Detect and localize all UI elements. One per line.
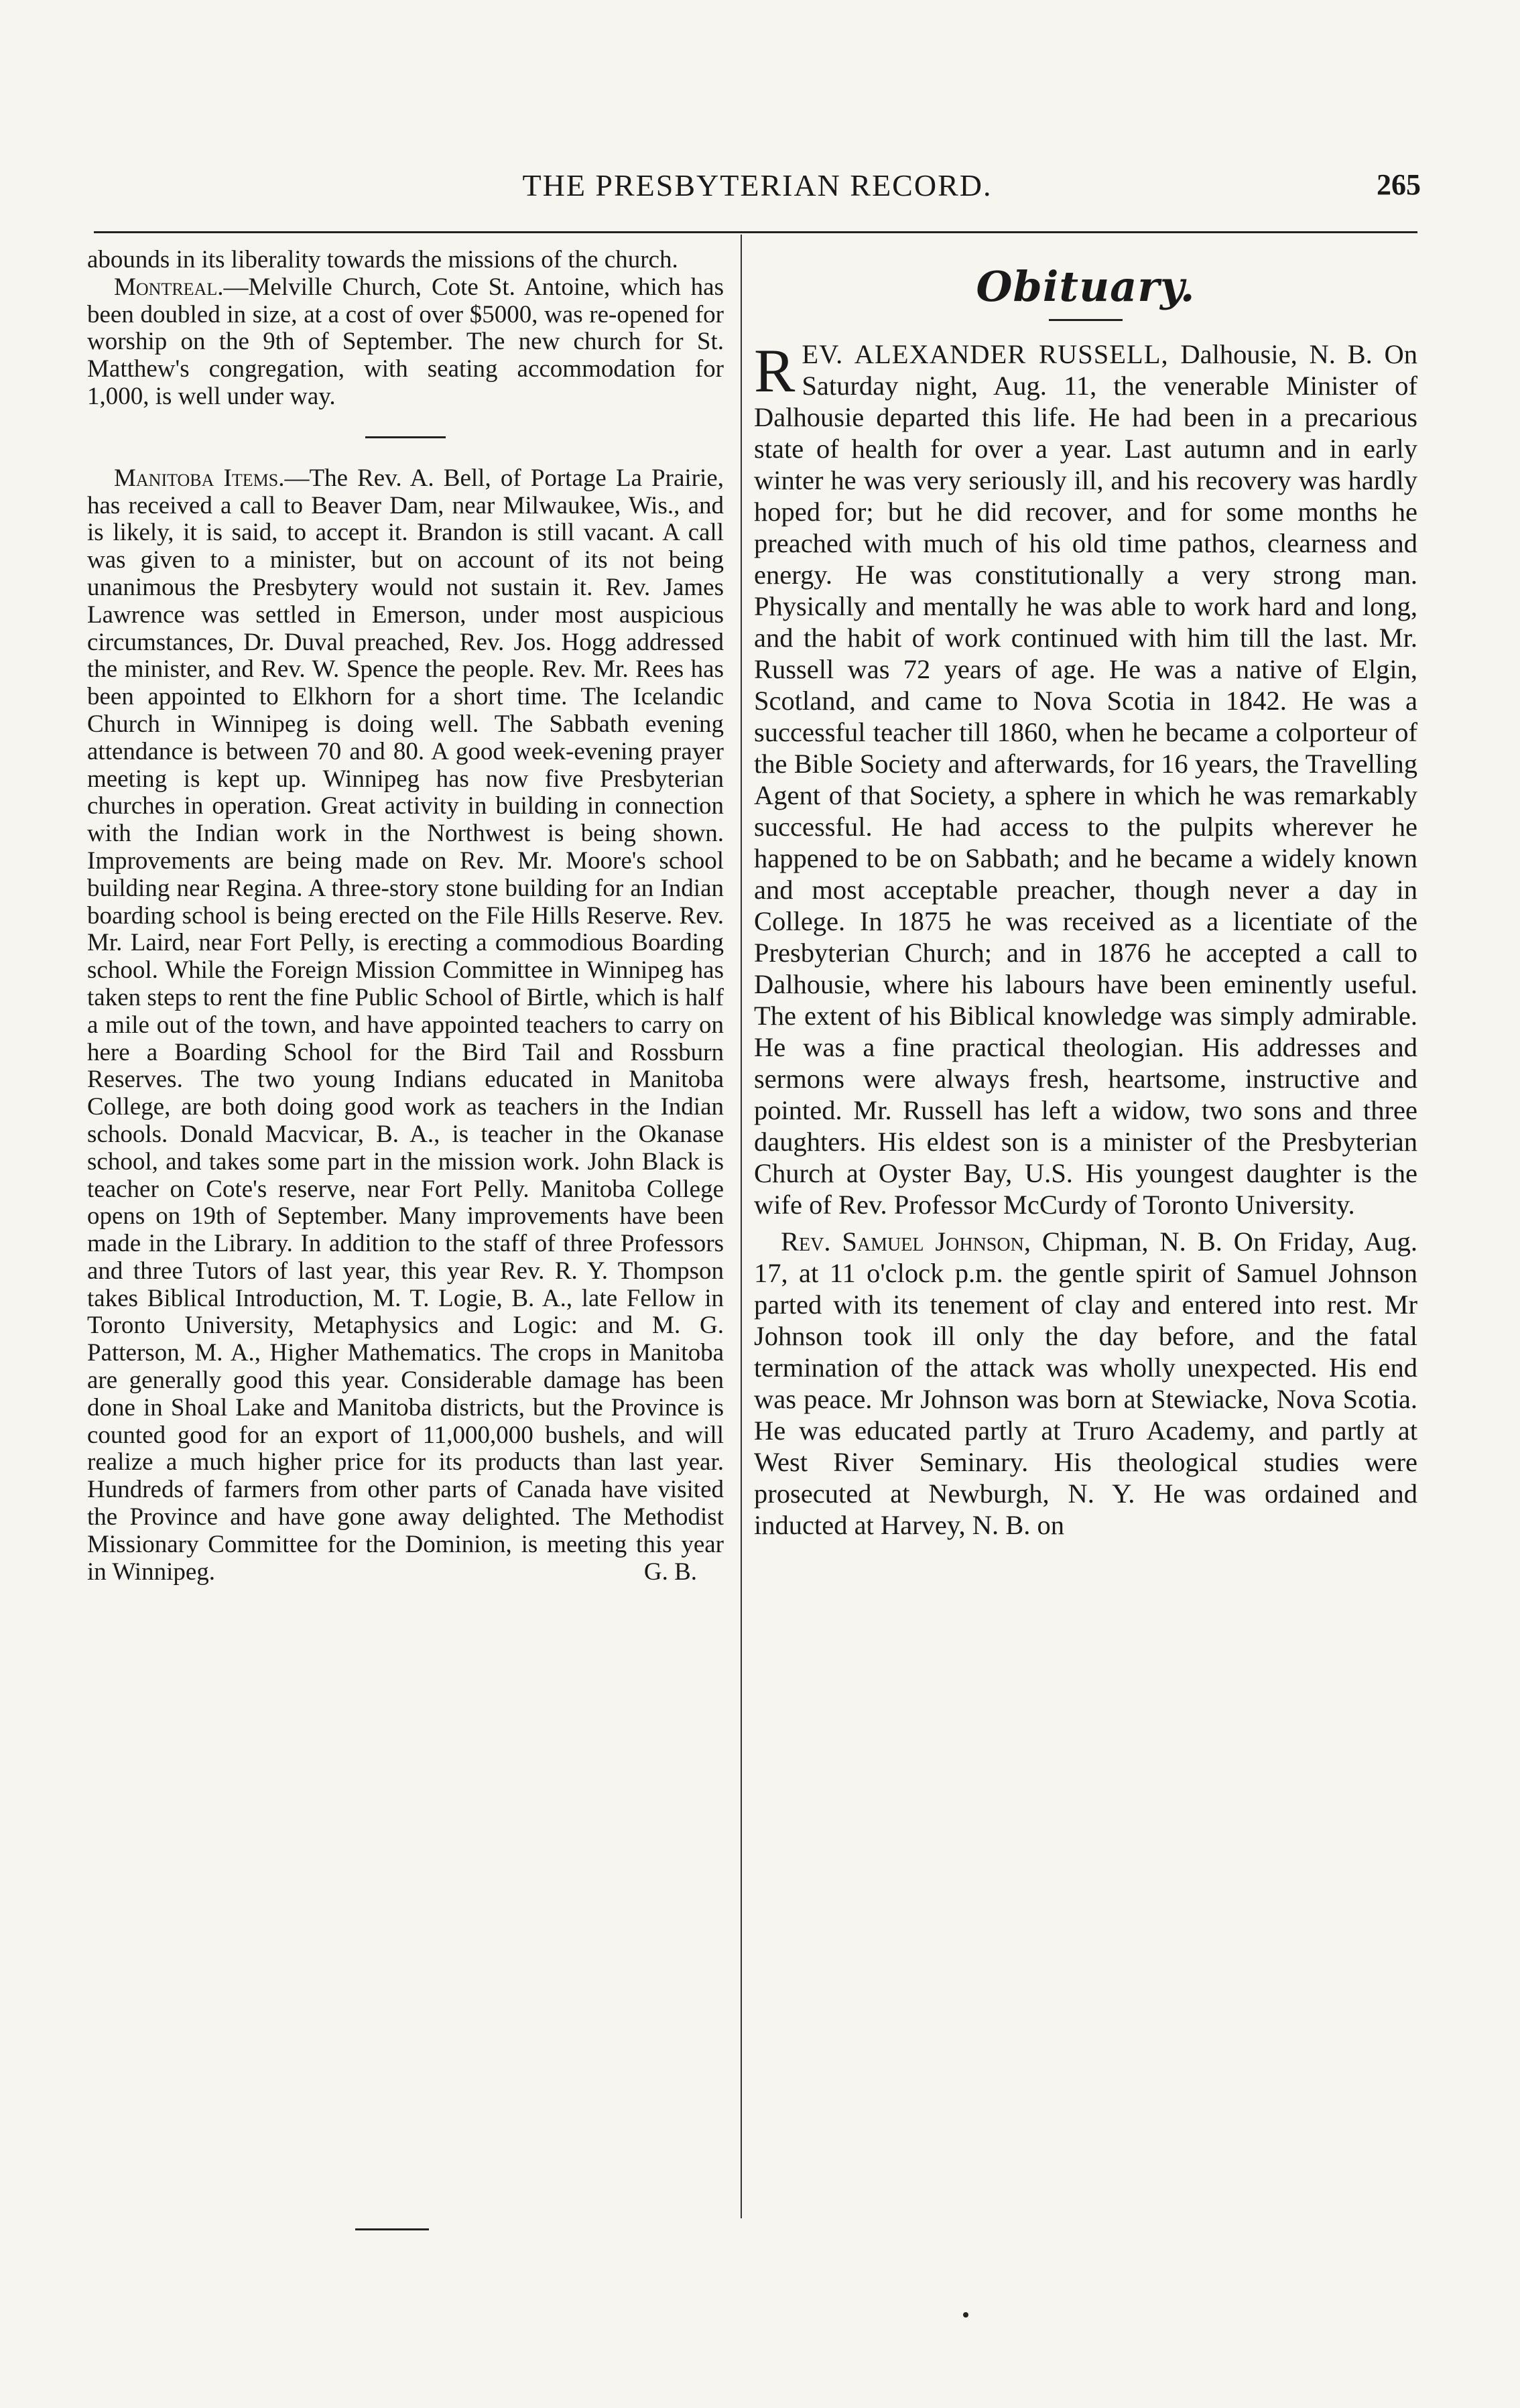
russell-text: Dalhousie, N. B. On Saturday night, Aug. 11, the venerable Minister of Dalhousie departed this life. He had been in a precarious state of health for over a year. Last autumn and in early winter he was very seriously ill, and his recovery was hardly hoped for; but he did recover, and for some months he preached with much of his old time pathos, clearness and energy. He was constitutionally a very strong man. Physically and mentally he was able to work hard and long, and the habit of work continued with him till the last. Mr. Russell was 72 years of age. He was a native of Elgin, Scotland, and came to Nova Scotia in 1842. He was a successful teacher till 1860, when he became a colporteur of the Bible Society and afterwards, for 16 years, the Travelling Agent of that Society, a sphere in which he was remarkably successful. He had access to the pulpits wherever he happened to be on Sabbath; and he became a widely known and most acceptable preacher, though never a day in College. In 1875 he was received as a licentiate of the Presbyterian Church; and in 1876 he accepted a call to Dalhousie, where his labours have been eminently useful. The extent of his Biblical knowledge was simply admirable. He was a fine practical theologian. His addresses and sermons were always fresh, heartsome, instructive and pointed. Mr. Russell has left a widow, two sons and three daughters. His eldest son is a minister of the Presbyterian Church at Oyster Bay, U.S. His youngest daughter is the wife of Rev. Professor McCurdy of Toronto University. (754, 339, 1417, 1220)
section-rule (365, 436, 446, 438)
johnson-paragraph (754, 1226, 1417, 1541)
header-rule (94, 231, 1417, 233)
russell-heading: EV. ALEXANDER RUSSELL, (802, 339, 1169, 369)
drop-cap: R (754, 336, 796, 405)
montreal-paragraph (87, 274, 724, 411)
manitoba-text: —The Rev. A. Bell, of Portage La Prairie, has received a call to Beaver Dam, near Milwaukee, Wis., and is likely, it is said, to accept it. Brandon is still vacant. A call was given to a minister, but on account of its not being unanimous the Presbytery would not sustain it. Rev. James Lawrence was settled in Emerson, under most auspicious circumstances, Dr. Duval preached, Rev. Jos. Hogg addressed the minister, and Rev. W. Spence the people. Rev. Mr. Rees has been appointed to Elkhorn for a short time. The Icelandic Church in Winnipeg is doing well. The Sabbath evening attendance is between 70 and 80. A good week-evening prayer meeting is kept up. Winnipeg has now five Presbyterian churches in operation. Great activity in building in connection with the Indian work in the Northwest is being shown. Improvements are being made on Rev. Mr. Moore's school building near Regina. A three-story stone building for an Indian boarding school is being erected on the File Hills Reserve. Rev. Mr. Laird, near Fort Pelly, is erecting a commodious Boarding school. While the Foreign Mission Committee in Winnipeg has taken steps to rent the fine Public School of Birtle, which is half a mile out of the town, and have appointed teachers to carry on here a Boarding School for the Bird Tail and Rossburn Reserves. The two young Indians educated in Manitoba College, are both doing good work as teachers in the Indian schools. Donald Macvicar, B. A., is teacher in the Okanase school, and takes some part in the mission work. John Black is teacher on Cote's reserve, near Fort Pelly. Manitoba College opens on 19th of September. Many improvements have been made in the Library. In addition to the staff of three Professors and three Tutors of last year, this year Rev. R. Y. Thompson takes Biblical Introduction, M. T. Logie, B. A., late Fellow in Toronto University, Metaphysics and Logic: and M. G. Patterson, M. A., Higher Mathematics. The crops in Manitoba are generally good this year. Considerable damage has been done in Shoal Lake and Manitoba districts, but the Province is counted good for an export of 11,000,000 bushels, and will realize a much higher price for its products than last year. Hundreds of farmers from other parts of Canada have visited the Province and have gone away delighted. The Methodist Missionary Committee for the Dominion, is meeting this year in Winnipeg. (87, 464, 724, 1586)
johnson-text: Chipman, N. B. On Friday, Aug. 17, at 11 o'clock p.m. the gentle spirit of Samuel Johnson parted with its tenement of clay and entered into rest. Mr Johnson took ill only the day before, and the fatal termination of the attack was wholly unexpected. His end was peace. Mr Johnson was born at Stewiacke, Nova Scotia. He was educated partly at Truro Academy, and partly at West River Seminary. His theological studies were prosecuted at Newburgh, N. Y. He was ordained and inducted at Harvey, N. B. on (754, 1226, 1418, 1540)
manitoba-heading: Manitoba Items. (114, 464, 285, 492)
page-number: 265 (1377, 168, 1421, 201)
continued-paragraph: abounds in its liberality towards the missions of the church. (87, 246, 678, 273)
obituary-title: Obituary. (976, 262, 1196, 311)
left-column (87, 247, 724, 1586)
page-header (94, 168, 1421, 221)
manitoba-paragraph (87, 465, 724, 1586)
montreal-text: —Melville Church, Cote St. Antoine, which has been doubled in size, at a cost of over $5000, was re-opened for worship on the 9th of September. The new church for St. Matthew's congregation, with seating accommodation for 1,000, is well under way. (87, 273, 724, 410)
russell-paragraph (754, 338, 1417, 1220)
right-column (754, 247, 1417, 1541)
end-rule (355, 2228, 429, 2230)
print-mark (963, 2312, 968, 2318)
montreal-heading: Montreal. (114, 273, 224, 301)
obituary-rule (1049, 319, 1123, 321)
column-divider (741, 235, 742, 2218)
running-title: THE PRESBYTERIAN RECORD. (522, 168, 993, 202)
signature: G. B. (643, 1558, 697, 1586)
johnson-heading: Rev. Samuel Johnson, (781, 1226, 1031, 1257)
